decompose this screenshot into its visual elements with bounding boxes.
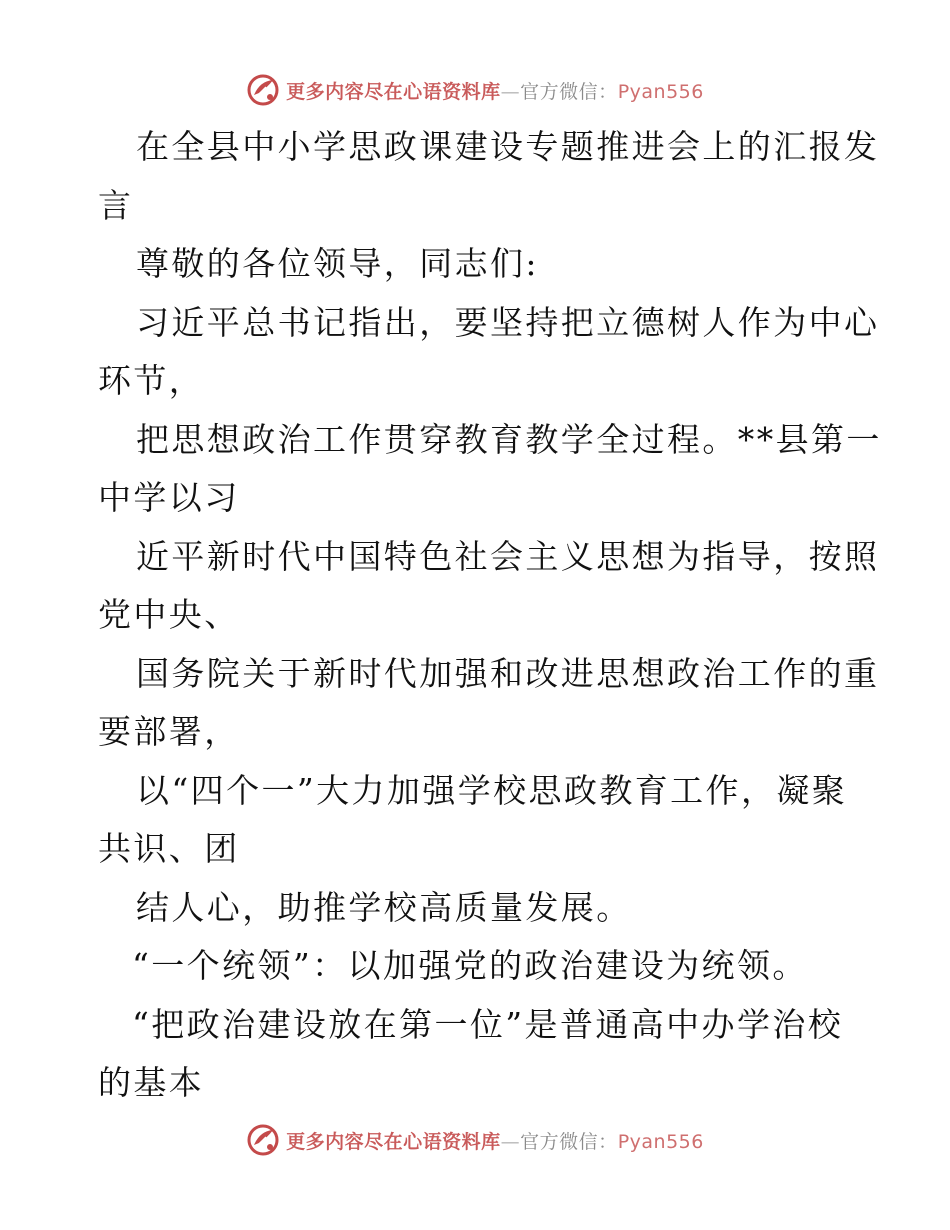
watermark-text xyxy=(286,1127,704,1154)
footer-watermark xyxy=(0,1120,950,1160)
quill-logo-icon xyxy=(246,1123,280,1157)
doc-line-8: 近平新时代中国特色社会主义思想为指导，按照 xyxy=(136,536,880,576)
watermark-label: 官方微信： xyxy=(520,80,618,103)
watermark-separator: — xyxy=(500,80,521,103)
document-body xyxy=(98,118,882,1113)
doc-line-13: 共识、团 xyxy=(98,829,240,868)
doc-line-12: 以“四个一”大力加强学校思政教育工作，凝聚 xyxy=(136,770,848,810)
watermark-separator: — xyxy=(500,1130,521,1153)
doc-line-16: “把政治建设放在第一位”是普通高中办学治校 xyxy=(132,1004,844,1044)
doc-line-4: 习近平总书记指出，要坚持把立德树人作为中心 xyxy=(136,302,880,342)
doc-line-11: 要部署， xyxy=(98,712,240,751)
quill-logo-icon xyxy=(246,73,280,107)
doc-line-title-2: 言 xyxy=(98,185,134,225)
doc-line-10: 国务院关于新时代加强和改进思想政治工作的重 xyxy=(136,653,880,693)
doc-line-15: “一个统领”：以加强党的政治建设为统领。 xyxy=(132,946,808,985)
watermark-account: Pyan556 xyxy=(617,80,704,103)
doc-line-5: 环节， xyxy=(98,361,205,400)
doc-line-7: 中学以习 xyxy=(98,478,240,517)
watermark-label: 官方微信： xyxy=(520,1130,618,1153)
doc-line-17: 的基本 xyxy=(98,1063,205,1102)
doc-line-6: 把思想政治工作贯穿教育教学全过程。**县第一 xyxy=(136,419,882,459)
doc-line-salutation: 尊敬的各位领导，同志们: xyxy=(136,244,539,283)
watermark-text xyxy=(286,77,704,104)
watermark-brand: 更多内容尽在心语资料库 xyxy=(286,1130,501,1153)
watermark-brand: 更多内容尽在心语资料库 xyxy=(286,80,501,103)
watermark-account: Pyan556 xyxy=(617,1130,704,1153)
doc-line-title-1: 在全县中小学思政课建设专题推进会上的汇报发 xyxy=(136,127,880,166)
doc-line-14: 结人心，助推学校高质量发展。 xyxy=(136,887,632,927)
header-watermark xyxy=(0,70,950,110)
doc-line-9: 党中央、 xyxy=(98,595,240,634)
